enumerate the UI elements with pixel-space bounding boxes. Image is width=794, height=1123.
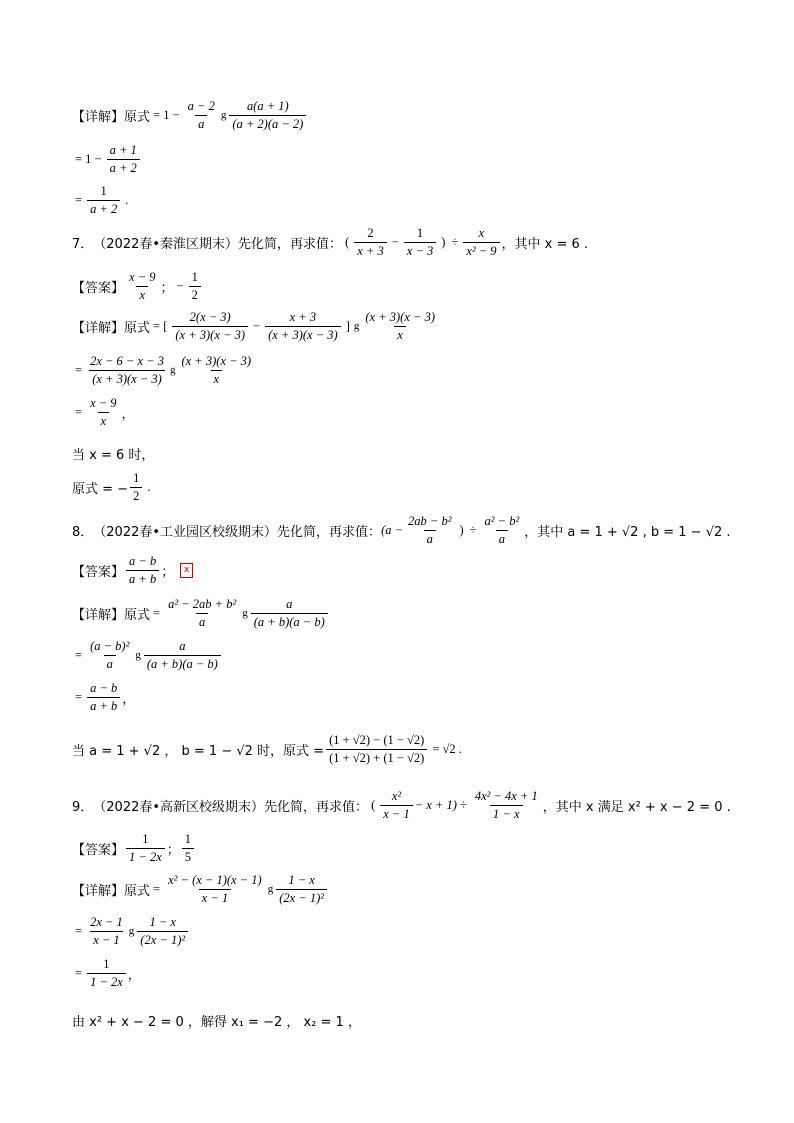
garbled-dot-glyph: g (169, 364, 176, 376)
q7-detail-line1 (72, 306, 440, 346)
q8-detail-line1 (72, 593, 330, 633)
bracket: ] (345, 318, 350, 333)
q7-result-line (72, 467, 153, 507)
substitution-text: 当 x = 6 时， (72, 447, 155, 463)
garbled-dot-glyph: g (353, 320, 360, 332)
detail-tag: 【详解】 (72, 883, 125, 899)
divide-sign: ÷ (451, 234, 459, 249)
question-number: 7． (72, 236, 94, 252)
equals-sign: = (75, 362, 83, 377)
minus-sign: − (253, 318, 261, 333)
original-label: 原式 (124, 109, 151, 125)
fraction: $\frac{\text{x² − (x − 1)(x − 1)}}{x - 1}$ (168, 872, 262, 905)
fraction: $\frac{a - b}{a + b}$ (126, 554, 159, 587)
answer-separator: ； (160, 280, 174, 296)
period: . (125, 192, 129, 207)
fraction: $\frac{2(x - 3)}{(x + 3)(x - 3)}$ (172, 310, 248, 343)
broken-image-icon: x (180, 563, 193, 578)
garbled-dot-glyph: g (128, 925, 135, 937)
question-number: 8． (72, 524, 94, 540)
equals-sign: = (75, 689, 83, 704)
original-label: 原式 (124, 607, 151, 623)
fraction: $\frac{2x - 6 - x - 3}{(x + 3)(x - 3)}$ (90, 353, 164, 386)
equals-sign: = (75, 192, 83, 207)
question-stem: 先化简，再求值： (238, 236, 343, 252)
q6-detail-line1 (72, 95, 308, 135)
q7-answer (72, 266, 203, 306)
question-source: （2022春•高新区校级期末） (93, 799, 265, 815)
fraction: $\frac{1}{1 - 2x}$ (126, 832, 165, 865)
equals-sign: = (153, 605, 161, 620)
fraction: $\frac{1}{x - 3}$ (404, 226, 436, 259)
equals-sign: = [ (153, 318, 168, 333)
equation-lhs: = 1 − (153, 107, 180, 122)
equation-prefix: = 1 − (75, 151, 102, 166)
paren: ) (459, 522, 464, 537)
answer-separator: ； (161, 564, 175, 580)
equals-sign: = (75, 647, 83, 662)
expression-mid: − x + 1) (414, 797, 457, 812)
question-stem: 先化简，再求值： (277, 524, 382, 540)
question-condition: ，其中 a = 1 + √2 , b = 1 − √2 . (524, 524, 731, 540)
q9-answer (72, 828, 196, 868)
fraction: $\frac{a}{(a + b)(a - b)}$ (144, 639, 221, 672)
detail-tag: 【详解】 (72, 607, 125, 623)
q9-detail-line1 (72, 869, 329, 909)
q7-detail-line2 (72, 350, 256, 390)
result-tail: = √2 . (432, 741, 462, 756)
solve-text: 由 x² + x − 2 = 0 ，解得 x₁ = −2 ， x₂ = 1 ， (72, 1014, 361, 1030)
q7-detail-line3 (72, 392, 135, 432)
question-source: （2022春•秦淮区期末） (93, 236, 239, 252)
question-stem: 先化简，再求值： (264, 799, 369, 815)
result-prefix: 原式 = − (72, 481, 129, 497)
fraction: $\frac{(x + 3)(x - 3)}{x}$ (365, 309, 435, 342)
original-label: 原式 (124, 320, 151, 336)
question-source: （2022春•工业园区校级期末） (93, 524, 278, 540)
garbled-dot-glyph: g (242, 607, 248, 619)
fraction: $\frac{1 - x}{\text{(2x − 1)²}}$ (276, 873, 327, 906)
question-condition: ，其中 x = 6 . (501, 236, 589, 252)
garbled-dot-glyph: g (220, 109, 227, 121)
garbled-dot-glyph: g (267, 883, 274, 895)
q8-detail-line2 (72, 635, 223, 675)
q8-answer (72, 550, 193, 590)
q8-stem (72, 510, 731, 550)
fraction: $\frac{\text{(a − b)²}}{a}$ (90, 638, 130, 671)
garbled-dot-glyph: g (135, 649, 141, 661)
fraction: $\frac{1}{2}$ (130, 471, 142, 504)
q9-solve-line (72, 1000, 361, 1040)
fraction: $\frac{\text{x²}}{x - 1}$ (380, 789, 412, 822)
answer-separator: ； (166, 842, 180, 858)
q9-stem (72, 785, 731, 825)
fraction: $\frac{x + 3}{(x + 3)(x - 3)}$ (265, 310, 341, 343)
fraction: $\frac{a + 1}{a + 2}$ (107, 143, 140, 176)
fraction: $\frac{x - 9}{x}$ (129, 269, 156, 302)
substitution-text: 当 a = 1 + √2 ， b = 1 − √2 时，原式 = (72, 743, 325, 759)
divide-sign: ÷ (469, 522, 477, 537)
detail-tag: 【详解】 (72, 109, 125, 125)
minus-sign: − (176, 278, 184, 293)
q6-detail-line2 (72, 139, 142, 179)
fraction: $\frac{1}{2}$ (189, 270, 201, 303)
question-condition: ，其中 x 满足 x² + x − 2 = 0 . (542, 799, 731, 815)
fraction: $\frac{(x + 3)(x - 3)}{x}$ (181, 353, 252, 386)
equals-sign: = (153, 881, 161, 896)
q9-detail-line2 (72, 911, 190, 951)
fraction: $\frac{x - 9}{x}$ (90, 395, 117, 428)
fraction: $\frac{1 - x}{\text{(2x − 1)²}}$ (137, 915, 188, 948)
original-label: 原式 (124, 883, 151, 899)
fraction: $\frac{(1 + √2) - (1 - √2)}{(1 + √2) + (1 - √2)}$ (326, 733, 427, 766)
divide-sign: ÷ (459, 797, 467, 812)
paren: ( (371, 797, 376, 812)
fraction: $\frac{1}{1 - 2x}$ (87, 957, 126, 990)
answer-tag: 【答案】 (72, 280, 125, 296)
fraction: $\frac{1}{5}$ (182, 832, 194, 865)
answer-tag: 【答案】 (72, 564, 125, 580)
fraction: $\frac{\text{4x² − 4x + 1}}{1 - x}$ (474, 788, 538, 821)
question-number: 9． (72, 799, 94, 815)
equals-sign: = (75, 404, 83, 419)
comma: ， (122, 691, 136, 707)
fraction: $\frac{x}{\text{x² − 9}}$ (463, 226, 499, 259)
fraction: $\frac{\text{a² − b²}}{a}$ (484, 513, 520, 546)
expression-open: (a − (381, 522, 404, 537)
detail-tag: 【详解】 (72, 320, 125, 336)
q6-detail-line3 (72, 180, 131, 220)
paren: ( (345, 234, 350, 249)
paren: ) (441, 234, 446, 249)
fraction: $\frac{\text{2ab − b²}}{a}$ (408, 513, 452, 546)
answer-tag: 【答案】 (72, 842, 125, 858)
equals-sign: = (75, 965, 83, 980)
fraction: $\frac{2x - 1}{x - 1}$ (90, 914, 123, 947)
fraction: $\frac{a - 2}{a}$ (187, 98, 215, 131)
period: . (147, 479, 151, 494)
q8-result-line (72, 729, 465, 769)
comma: ， (127, 967, 141, 983)
fraction: $\frac{a(a + 1)}{(a + 2)(a - 2)}$ (229, 99, 306, 132)
fraction: $\frac{2}{x + 3}$ (354, 226, 386, 259)
fraction: $\frac{1}{a + 2}$ (87, 184, 120, 217)
comma: ， (121, 406, 135, 422)
q9-detail-line3 (72, 953, 141, 993)
fraction: $\frac{a - b}{a + b}$ (87, 681, 120, 714)
fraction: $\frac{\text{a² − 2ab + b²}}{a}$ (168, 596, 237, 629)
q8-detail-line3 (72, 677, 135, 717)
equals-sign: = (75, 923, 83, 938)
fraction: $\frac{a}{(a + b)(a - b)}$ (251, 597, 328, 630)
minus-sign: − (391, 234, 399, 249)
q7-stem (72, 222, 588, 262)
